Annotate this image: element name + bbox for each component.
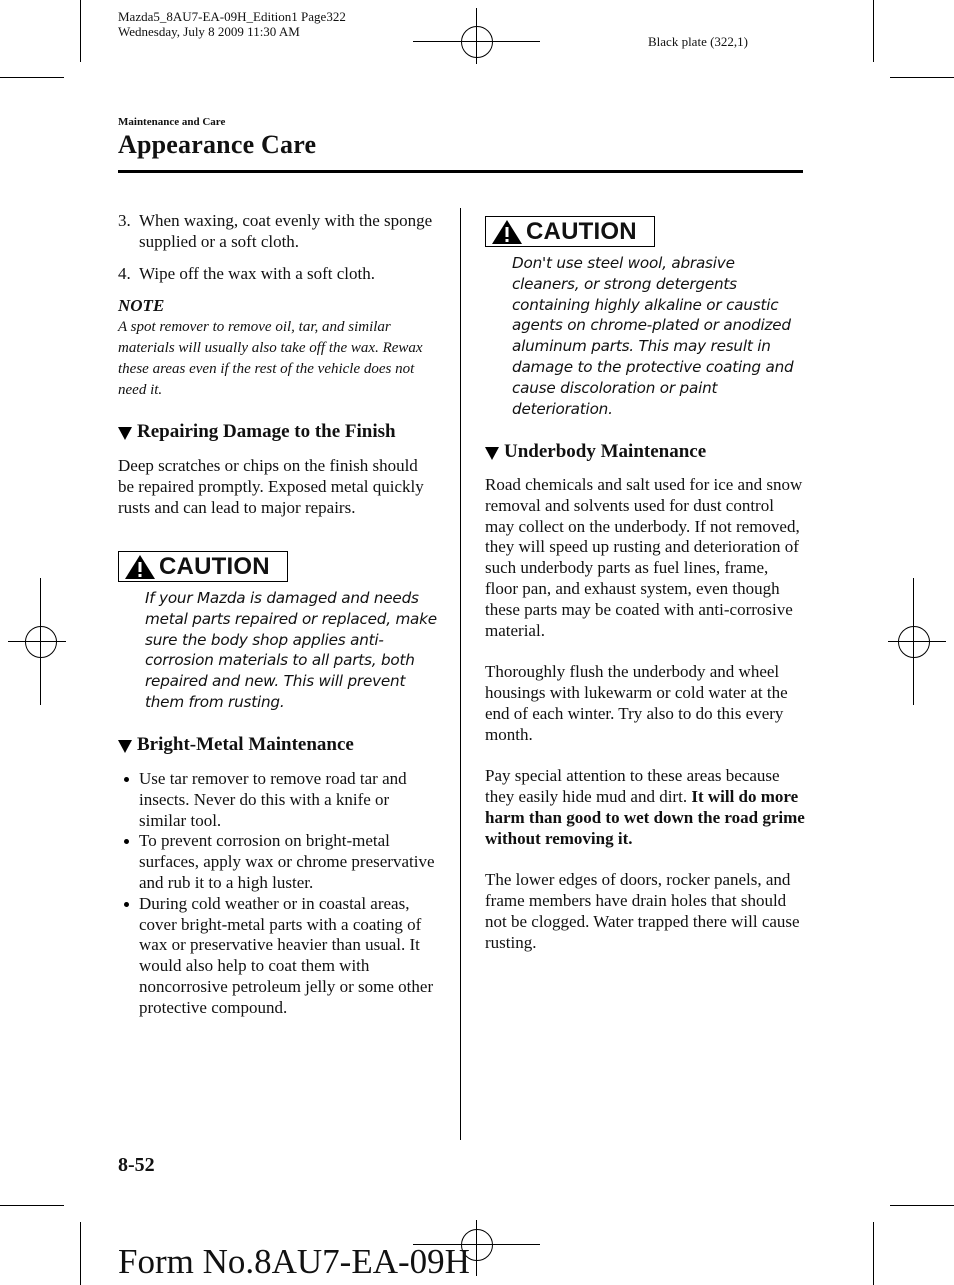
form-number: Form No.8AU7-EA-09H [118,1242,470,1281]
underbody-heading [485,441,706,463]
paragraph-bold-text: It will do more harm than good to wet down the road grime without removing it. [485,786,805,848]
paragraph: Road chemicals and salt used for ice and snow removal and solvents used for dust control may collect on the underbody. If not removed, they will speed up rusting and deterioration of such underbody parts as fuel lines, frame, floor pan, and exhaust system, even though these parts may be coated with anti-corrosive material. [485,475,803,640]
bright-metal-list [118,769,440,1019]
bright-metal-heading [118,734,354,756]
list-item [118,894,440,1019]
step-text: Wipe off the wax with a soft cloth. [139,263,375,283]
caution-label: CAUTION [526,217,637,245]
bullet-icon [118,894,139,1019]
caution-text: If your Mazda is damaged and needs metal parts repaired or replaced, make sure the body shop applies anti-corrosion materials to all parts, both repaired and new. This will prevent them from rusting. [145,589,437,711]
caution-text: Don't use steel wool, abrasive cleaners, or strong detergents containing highly alkaline or caustic agents on chrome-plated or anodized aluminum parts. This may result in damage to the protective coating and cause discoloration or paint deterioration. [512,254,794,418]
title-rule [118,170,803,173]
note-text: A spot remover to remove oil, tar, and similar materials will usually also take off the wax. Rewax these areas even if the rest of the vehicle does not need it. [118,319,423,398]
page-title: Appearance Care [118,130,317,159]
step-number: 3. [118,211,131,230]
repair-text: Deep scratches or chips on the finish should be repaired promptly. Exposed metal quickly rusts and can lead to major repairs. [118,456,424,517]
repair-heading-text: Repairing Damage to the Finish [137,421,396,442]
underbody-heading-text: Underbody Maintenance [504,441,707,462]
paragraph: The lower edges of doors, rocker panels, and frame members have drain holes that should not be clogged. Water trapped there will cause rusting. [485,870,800,952]
bullet-icon [118,831,139,893]
file-info [118,9,346,39]
list-item [118,769,440,831]
paragraph [485,766,805,849]
caution-box [118,551,288,582]
bright-metal-heading-text: Bright-Metal Maintenance [137,734,354,755]
plate-info: Black plate (322,1) [648,34,748,49]
file-info-line2: Wednesday, July 8 2009 11:30 AM [118,24,300,39]
repair-heading [118,421,396,443]
list-item-text: Use tar remover to remove road tar and insects. Never do this with a knife or similar tool. [139,769,407,830]
section-label: Maintenance and Care [118,116,226,128]
step-item [118,264,440,285]
caution-label: CAUTION [159,552,270,580]
triangle-down-icon [118,740,132,753]
triangle-down-icon [485,447,499,460]
left-column [118,211,440,401]
step-item [118,211,440,253]
paragraph: Thoroughly flush the underbody and wheel housings with lukewarm or cold water at the end of each winter. Try also to do this every month. [485,662,788,744]
warning-triangle-icon [124,554,156,580]
list-item-text: To prevent corrosion on bright-metal surfaces, apply wax or chrome preservative and rub it to a high luster. [139,831,435,892]
caution-box [485,216,655,247]
triangle-down-icon [118,427,132,440]
list-item-text: During cold weather or in coastal areas, cover bright-metal parts with a coating of wax or preservative heavier than usual. It would also help to coat them with noncorrosive petroleum jelly or some other protective compound. [139,893,434,1017]
list-item [118,831,440,893]
step-text: When waxing, coat evenly with the sponge supplied or a soft cloth. [139,211,433,251]
paragraph-normal-text: Pay special attention to these areas because they easily hide mud and dirt. [485,766,780,806]
step-number: 4. [118,263,131,283]
file-info-line1: Mazda5_8AU7-EA-09H_Edition1 Page322 [118,9,346,24]
page-number: 8-52 [118,1154,155,1176]
warning-triangle-icon [491,219,523,245]
underbody-text [485,475,805,953]
column-divider [460,208,461,1140]
bullet-icon [118,769,139,831]
note-title: NOTE [118,296,165,316]
